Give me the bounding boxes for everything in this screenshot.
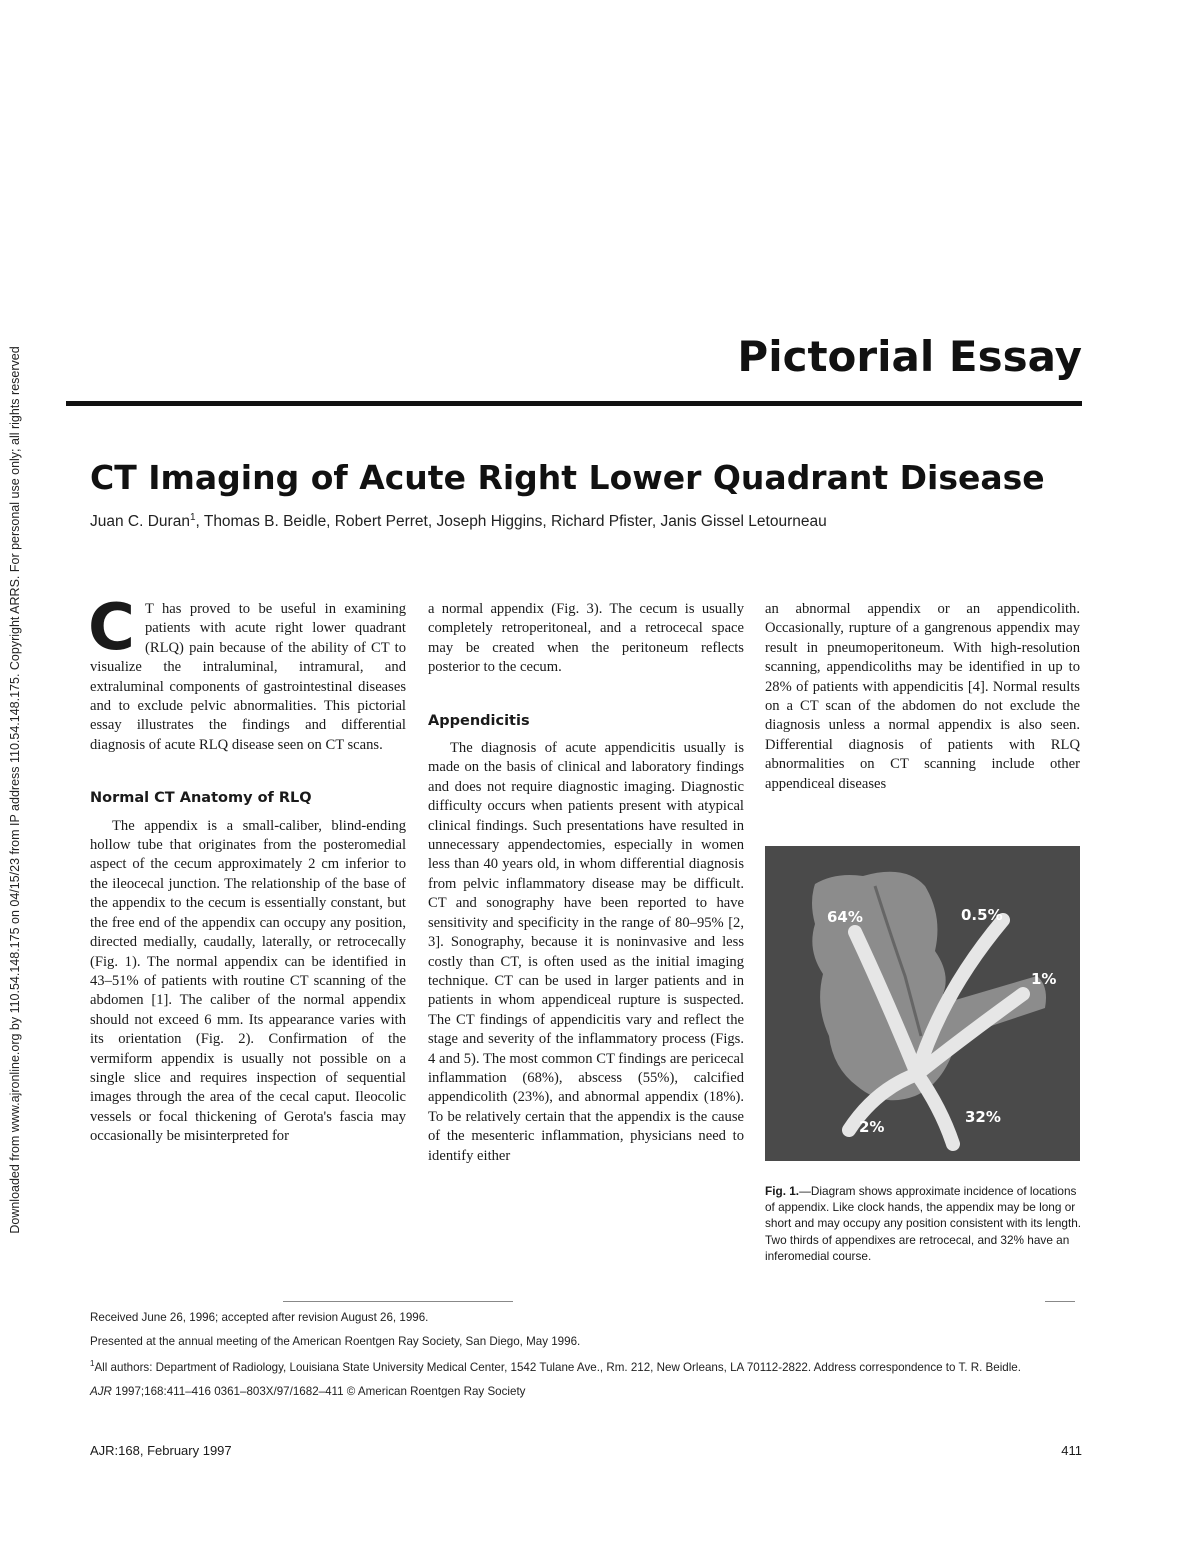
other-authors: , Thomas B. Beidle, Robert Perret, Joseph Higgins, Richard Pfister, Janis Gissel Letourneau — [195, 513, 827, 531]
article-title: CT Imaging of Acute Right Lower Quadrant Disease — [90, 458, 1045, 497]
section-label: Pictorial Essay — [737, 332, 1082, 381]
journal-issue: AJR:168, February 1997 — [90, 1443, 232, 1458]
citation-journal: AJR — [90, 1384, 112, 1398]
label-retrocecal: 64% — [827, 908, 863, 926]
label-down-left: 2% — [859, 1118, 885, 1136]
appendix-position-diagram — [765, 846, 1080, 1161]
intro-paragraph — [88, 591, 406, 755]
drop-cap: C — [88, 591, 135, 665]
appendicitis-continued: an abnormal appendix or an appendicolith. Occasionally, rupture of a gangrenous appendix may result in pneumoperitoneum. With high-resolution scanning, appendicoliths may be identified in up to 28% of patients with appendicitis [4]. Normal results on a CT scan of the abdomen do not exclude the diagnosis unless a normal appendix is also seen. Differential diagnosis of patients with RLQ abnormalities on CT scanning include other appendiceal diseases — [765, 601, 1080, 792]
download-notice — [4, 270, 26, 1310]
heading-appendicitis: Appendicitis — [428, 712, 530, 729]
column-3 — [765, 600, 1080, 794]
label-medial: 1% — [1031, 970, 1057, 988]
header-rule — [66, 401, 1082, 406]
footnotes — [90, 1311, 1090, 1409]
figure-1-diagram — [765, 846, 1080, 1161]
first-author: Juan C. Duran — [90, 513, 190, 531]
page-number: 411 — [1061, 1443, 1082, 1458]
intro-text: T has proved to be useful in examining patients with acute right lower quadrant (RLQ) pain because of the ability of CT to visualize the intraluminal, intramural, and extraluminal components of gastrointestinal diseases and to exclude pelvic abnormalities. This pictorial essay illustrates the findings and differential diagnosis of acute RLQ disease seen on CT scans. — [90, 601, 406, 753]
footnote-divider — [283, 1301, 513, 1302]
label-lateral-up: 0.5% — [961, 906, 1003, 924]
figure-1-caption — [765, 1183, 1083, 1264]
label-inferomedial: 32% — [965, 1108, 1001, 1126]
normal-anatomy-paragraph: The appendix is a small-caliber, blind-ending hollow tube that originates from the posteromedial aspect of the cecum approximately 2 cm inferior to the ileocecal junction. The relationship of the base of the appendix to the cecum is essentially constant, but the free end of the appendix can occupy any position, directed medially, caudally, laterally, or retrocecally (Fig. 1). The normal appendix can be identified in 43–51% of patients with routine CT scanning of the abdomen [1]. The caliber of the normal appendix should not exceed 6 mm. Its appearance varies with its orientation (Fig. 2). Confirmation of the vermiform appendix is usually not possible on a single slice and requires inspection of sequential images through the area of the cecal caput. Ileocolic vessels or focal thickening of Gerota's fascia may occasionally be misinterpreted for — [90, 817, 406, 1145]
citation-text: 1997;168:411–416 0361–803X/97/1682–411 © American Roentgen Ray Society — [111, 1384, 526, 1398]
column-1 — [88, 591, 406, 1147]
affiliation-marker: 1 — [189, 512, 196, 523]
caption-text: —Diagram shows approximate incidence of locations of appendix. Like clock hands, the appendix may be long or short and may occupy any position consistent with its length. Two thirds of appendixes are retrocecal, and 32% have an inferomedial course. — [765, 1184, 1082, 1263]
affiliation-note-marker: 1 — [90, 1359, 95, 1368]
appendicitis-paragraph: The diagnosis of acute appendicitis usually is made on the basis of clinical and laboratory findings and does not require diagnostic imaging. Diagnostic difficulty occurs when patients present with atypical clinical findings. Such presentations have resulted in unnecessary appendectomies, especially in women less than 40 years old, in whom differential diagnosis from pelvic inflammatory disease may be difficult. CT and sonography have been reported to have sensitivity and specificity in the range of 80–95% [2, 3]. Sonography, because it is noninvasive and less costly than CT, is often used as the initial imaging technique. CT can be used in larger patients and in patients in whom appendiceal rupture is suspected. The CT findings of appendicitis vary and reflect the stage and severity of the inflammatory process (Figs. 4 and 5). The most common CT findings are pericecal inflammation (68%), abscess (55%), calcified appendicolith (23%), and abnormal appendix (18%). To be relatively certain that the appendix is the cause of the mesenteric inflammation, physicians need to identify either — [428, 740, 744, 1164]
author-list — [90, 512, 827, 531]
caption-label: Fig. 1. — [765, 1184, 800, 1198]
affiliation-text: All authors: Department of Radiology, Louisiana State University Medical Center, 1542 Tulane Ave., Rm. 212, New Orleans, LA 70112-2822. Address correspondence to T. R. Beidle. — [94, 1360, 1021, 1374]
citation-note — [90, 1385, 1090, 1398]
footnote-divider-right — [1045, 1301, 1075, 1302]
normal-anatomy-continued: a normal appendix (Fig. 3). The cecum is usually completely retroperitoneal, and a retrocecal space may be created when the peritoneum reflects posterior to the cecum. — [428, 601, 744, 676]
affiliation-note — [90, 1359, 1090, 1374]
heading-normal-anatomy: Normal CT Anatomy of RLQ — [90, 790, 312, 807]
received-note: Received June 26, 1996; accepted after revision August 26, 1996. — [90, 1311, 429, 1324]
download-notice-text: Downloaded from www.ajronline.org by 110.54.148.175 on 04/15/23 from IP address 110.54.148.175. Copyright ARRS. For personal use only; all rights reserved — [8, 346, 22, 1234]
presented-note: Presented at the annual meeting of the American Roentgen Ray Society, San Diego, May 1996. — [90, 1335, 581, 1348]
column-2 — [428, 600, 744, 1166]
